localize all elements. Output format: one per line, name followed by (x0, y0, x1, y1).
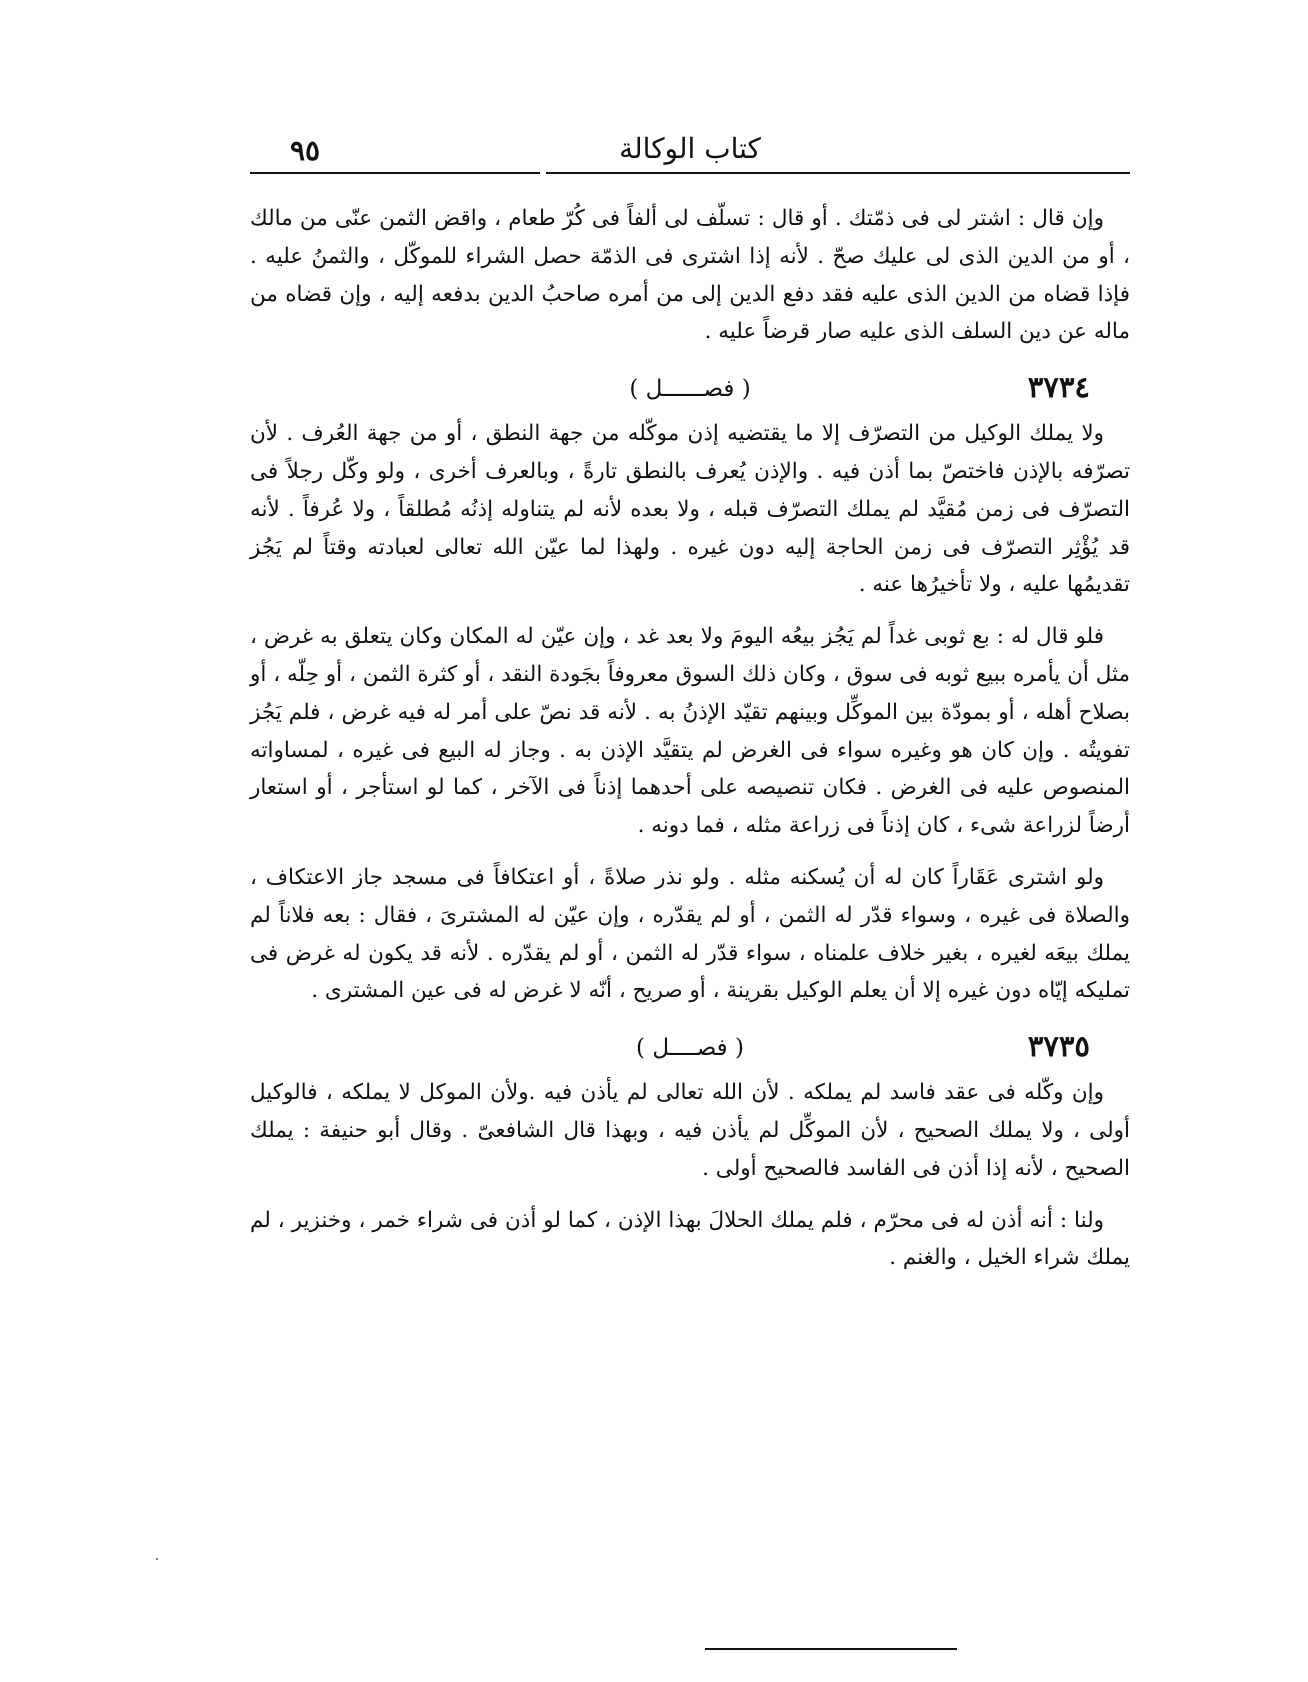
section-heading-3735 (250, 1026, 1130, 1070)
body-text (250, 200, 1130, 1291)
section-title: ( فصــــل ) (636, 1035, 744, 1062)
book-title: كتاب الوكالة (619, 132, 761, 165)
section-number: ٣٧٣٥ (1027, 1029, 1090, 1064)
section-heading-3734 (250, 367, 1130, 411)
scan-speck (156, 1558, 158, 1560)
paragraph: ولنا : أنه أذن له فى محرّم ، فلم يملك الحلالَ بهذا الإذن ، كما لو أذن فى شراء خمر ، وخنزير ، لم يملك شراء الخيل ، والغنم . (250, 1207, 1130, 1271)
paragraph: وإن وكّله فى عقد فاسد لم يملكه . لأن الله تعالى لم يأذن فيه .ولأن الموكل لا يملكه ، فالوكيل أولى ، ولا يملك الصحيح ، لأن الموكِّل لم يأذن فيه ، وبهذا قال الشافعىّ . وقال أبو حنيفة : يملك الصحيح ، لأنه إذا أذن فى الفاسد فالصحيح أولى . (250, 1080, 1130, 1181)
section-number: ٣٧٣٤ (1027, 370, 1090, 405)
section-title: ( فصــــــل ) (629, 376, 751, 403)
paragraph: ولو اشترى عَقَاراً كان له أن يُسكنه مثله . ولو نذر صلاةً ، أو اعتكافاً فى مسجد جاز الاعتكاف ، والصلاة فى غيره ، وسواء قدّر له الثمن ، أو لم يقدّره ، وإن عيّن له المشترىَ ، فقال : بعه فلاناً لم يملك بيعَه لغيره ، بغير خلاف علمناه ، سواء قدّر له الثمن ، أو لم يقدّره . لأنه قد يكون له غرض فى تمليكه إيّاه دون غيره إلا أن يعلم الوكيل بقرينة ، أو صريح ، أنّه لا غرض له فى عين المشترى . (250, 864, 1130, 1004)
running-head (250, 128, 1130, 168)
paragraph: فلو قال له : بع ثوبى غداً لم يَجُز بيعُه اليومَ ولا بعد غد ، وإن عيّن له المكان وكان يتعلق به غرض ، مثل أن يأمره ببيع ثوبه فى سوق ، وكان ذلك السوق معروفاً بجَودة النقد ، أو كثرة الثمن ، أو حِلّه ، أو بصلاح أهله ، أو بمودّة بين الموكِّل وبينهم تقيّد الإذنُ به . لأنه قد نصّ على أمر له فيه غرض ، فلم يَجُز تفويتُه . وإن كان هو وغيره سواء فى الغرض لم يتقيَّد الإذن به . وجاز له البيع فى غيره ، لمساواته المنصوص عليه فى الغرض . فكان تنصيصه على أحدهما إذناً فى الآخر ، كما لو استأجر ، أو استعار أرضاً لزراعة شىء ، كان إذناً فى زراعة مثله ، فما دونه . (250, 624, 1130, 839)
footer-rule (705, 1648, 957, 1650)
header-rule-left (250, 172, 540, 174)
page-number: ٩٥ (290, 134, 321, 167)
paragraph: ولا يملك الوكيل من التصرّف إلا ما يقتضيه إذن موكّله من جهة النطق ، أو من جهة العُرف . لأن تصرّفه بالإذن فاختصّ بما أذن فيه . والإذن يُعرف بالنطق تارةً ، وبالعرف أخرى ، ولو وكّل رجلاً فى التصرّف فى زمن مُقيَّد لم يملك التصرّف قبله ، ولا بعده لأنه لم يتناوله إذنُه مُطلقاً ، ولا عُرفاً . لأنه قد يُؤْثِر التصرّف فى زمن الحاجة إليه دون غيره . ولهذا لما عيّن الله تعالى لعبادته وقتاً لم يَجُز تقديمُها عليه ، ولا تأخيرُها عنه . (250, 421, 1130, 598)
header-rule-right (546, 172, 1130, 174)
paragraph: وإن قال : اشتر لى فى ذمّتك . أو قال : تسلّف لى ألفاً فى كُرّ طعام ، واقض الثمن عنّى من مالك ، أو من الدين الذى لى عليك صحّ . لأنه إذا اشترى فى الذمّة حصل الشراء للموكّل ، والثمنُ عليه . فإذا قضاه من الدين الذى عليه فقد دفع الدين إلى من أمره صاحبُ الدين بدفعه إليه ، وإن قضاه من ماله عن دين السلف الذى عليه صار قرضاً عليه . (250, 206, 1130, 345)
